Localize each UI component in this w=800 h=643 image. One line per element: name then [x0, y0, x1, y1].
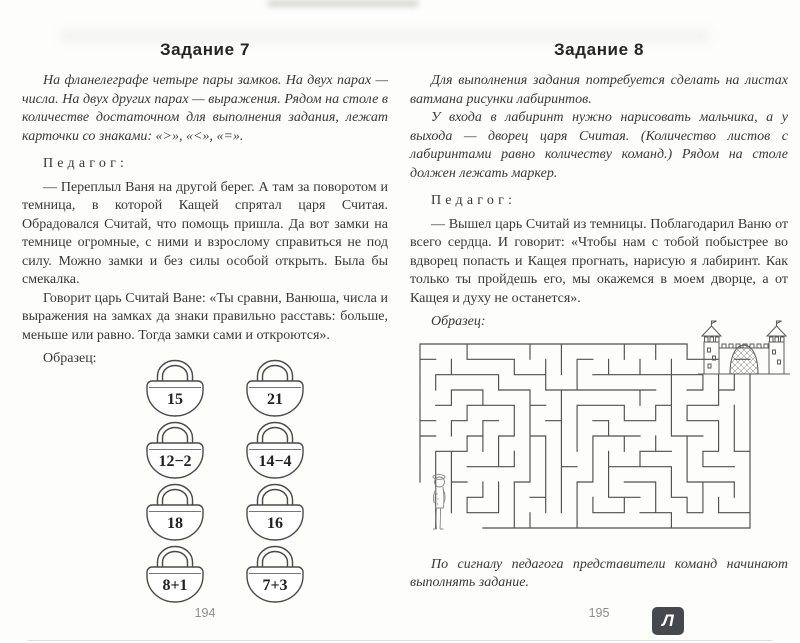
right-page — [410, 40, 788, 643]
padlock-label: 7+3 — [262, 577, 288, 594]
left-sample-label: Образец: — [43, 351, 97, 366]
padlock-label: 21 — [267, 391, 283, 408]
left-paragraph-1: — Переплыл Ваня на другой берег. А там за поворотом и темница, в которой Кащей спрятал царя Считая. Обрадовался Считай, что помощь пришла. Да вот замки на темнице огромные, с ними и взрослому справиться не под силу. Можно замки и без силы особой открыть. Была бы смекалка. — [22, 179, 388, 287]
right-intro-paragraph-2: У входа в лабиринт нужно нарисовать мальчика, а у выхода — дворец царя Считая. (Количество листов с лабиринтами равно количеству команд.) Рядом на столе должен лежать маркер. — [410, 110, 788, 181]
padlock — [138, 544, 212, 604]
right-sample-label: Образец: — [431, 314, 486, 329]
scan-edge-line — [28, 640, 772, 641]
left-teacher-label: Педагог: — [43, 156, 129, 171]
right-page-title: Задание 8 — [553, 40, 645, 59]
padlock-label: 8+1 — [162, 577, 188, 594]
right-paragraph-1: — Вышел царь Считай из темницы. Поблагодарил Ваню от всего сердца. И говорит: «Чтобы нам с тобой побыстрее во вдворец попасть и Кащея прогнать, нарисую я лабиринт. Как только ты пройдешь его, мы окажемся в моем дворце, а от Кащея и духу не останется». — [410, 216, 788, 306]
left-paragraph-2: Говорит царь Считай Ване: «Ты сравни, Ванюша, числа и выражения на замках да знаки правильно расставь: больше, меньше или равно. Тогда замки сами и откроются». — [22, 290, 388, 343]
right-page-number: 195 — [588, 606, 610, 620]
left-intro-paragraph: На фланелеграфе четыре пары замков. На двух парах — числа. На двух других парах — выражения. Рядом на столе в количестве достаточном для выполнения задания, лежат карточки со знаками: «>», «<», «=». — [22, 73, 388, 144]
padlock — [138, 482, 212, 542]
padlock-label: 15 — [167, 391, 183, 408]
padlock-label: 14−4 — [258, 453, 292, 470]
padlock-label: 12−2 — [158, 453, 192, 470]
castle-icon — [696, 320, 792, 380]
padlock-grid — [125, 358, 325, 606]
scan-artifact-top — [268, 0, 418, 7]
padlock — [238, 482, 312, 542]
left-page — [22, 40, 388, 643]
left-page-number: 194 — [194, 606, 216, 620]
padlock — [238, 358, 312, 418]
padlock — [238, 420, 312, 480]
padlock-label: 16 — [267, 515, 283, 532]
labirint-logo — [652, 607, 684, 635]
boy-icon — [426, 472, 456, 536]
right-intro-paragraph-1: Для выполнения задания потребуется сделать на листах ватмана рисунки лабиринтов. — [410, 73, 788, 107]
padlock — [138, 358, 212, 418]
right-teacher-label: Педагог: — [431, 193, 517, 208]
maze-illustration — [410, 336, 788, 548]
right-caption: По сигналу педагога представители команд начинают выполнять задание. — [410, 556, 788, 590]
labirint-logo-letter: Л — [662, 611, 674, 630]
padlock-label: 18 — [167, 515, 183, 532]
padlock — [138, 420, 212, 480]
padlock — [238, 544, 312, 604]
left-page-title: Задание 7 — [159, 40, 251, 59]
